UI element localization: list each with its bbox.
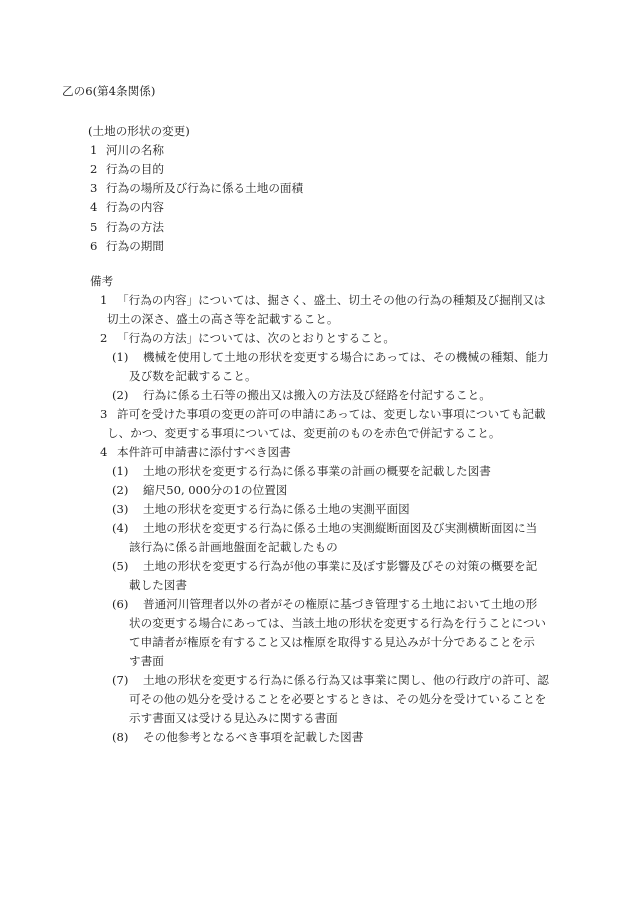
list-item <box>0 237 630 256</box>
item-number: 4 <box>90 200 98 215</box>
sub-item-number: (7) <box>112 672 129 687</box>
sub-item-continuation: 載した図書 <box>129 577 187 592</box>
sub-item-number: (1) <box>112 349 129 364</box>
section-block <box>0 122 630 256</box>
sub-item-text: 土地の形状を変更する行為に係る事業の計画の概要を記載した図書 <box>143 463 491 478</box>
item-number: 6 <box>90 238 98 253</box>
note-item <box>0 443 630 462</box>
list-item <box>0 218 630 237</box>
item-text: 行為の期間 <box>106 238 164 253</box>
sub-item-number: (4) <box>112 520 129 535</box>
sub-item <box>0 462 630 481</box>
sub-item-text: 土地の形状を変更する行為に係る土地の実測平面図 <box>143 501 410 516</box>
sub-item-number: (8) <box>112 729 129 744</box>
sub-item-text: 機械を使用して土地の形状を変更する場合にあっては、その機械の種類、能力 <box>143 349 549 364</box>
sub-item <box>0 519 630 538</box>
sub-item-text: その他参考となるべき事項を記載した図書 <box>143 729 364 744</box>
note-number: 2 <box>100 330 108 345</box>
note-item <box>0 329 630 348</box>
sub-item <box>0 386 630 405</box>
item-text: 河川の名称 <box>106 142 164 157</box>
note-number: 4 <box>100 444 108 459</box>
document-title: 乙の6(第4条関係) <box>62 84 156 98</box>
list-item <box>0 141 630 160</box>
sub-item-text: 縮尺50, 000分の1の位置図 <box>143 482 288 497</box>
sub-item-number: (1) <box>112 463 129 478</box>
note-text: 許可を受けた事項の変更の許可の申請にあっては、変更しない事項についても記載 <box>117 406 546 421</box>
sub-item-continuation: す書面 <box>129 653 164 668</box>
sub-item <box>0 500 630 519</box>
note-continuation: 切土の深さ、盛土の高さ等を記載すること。 <box>107 311 339 326</box>
note-text: 「行為の内容」については、掘さく、盛土、切土その他の行為の種類及び掘削又は <box>117 292 546 307</box>
list-item <box>0 179 630 198</box>
note-text: 本件許可申請書に添付すべき図書 <box>117 444 291 459</box>
sub-item-text: 土地の形状を変更する行為に係る行為又は事業に関し、他の行政庁の許可、認 <box>143 672 549 687</box>
list-item <box>0 198 630 217</box>
note-continuation: し、かつ、変更する事項については、変更前のものを赤色で併記すること。 <box>107 425 501 440</box>
sub-item-number: (3) <box>112 501 129 516</box>
item-text: 行為の方法 <box>106 219 164 234</box>
item-number: 3 <box>90 181 98 196</box>
item-number: 1 <box>90 142 98 157</box>
item-text: 行為の内容 <box>106 200 164 215</box>
sub-item-text: 土地の形状を変更する行為が他の事業に及ぼす影響及びその対策の概要を記 <box>143 558 538 573</box>
sub-item-text: 土地の形状を変更する行為に係る土地の実測縦断面図及び実測横断面図に当 <box>143 520 538 535</box>
sub-item <box>0 671 630 690</box>
list-item <box>0 160 630 179</box>
sub-item-continuation: 示す書面又は受ける見込みに関する書面 <box>129 710 338 725</box>
sub-item-text: 普通河川管理者以外の者がその権原に基づき管理する土地において土地の形 <box>143 596 538 611</box>
note-number: 1 <box>100 292 108 307</box>
sub-item-number: (2) <box>112 387 129 402</box>
sub-item <box>0 348 630 367</box>
sub-item-number: (2) <box>112 482 129 497</box>
sub-item <box>0 481 630 500</box>
note-item <box>0 405 630 424</box>
sub-item <box>0 595 630 614</box>
sub-item <box>0 728 630 747</box>
notes-block <box>0 272 630 747</box>
sub-item-continuation: 及び数を記載すること。 <box>129 368 257 383</box>
sub-item-continuation: て申請者が権原を有すること又は権原を取得する見込みが十分であることを示 <box>129 634 535 649</box>
notes-heading: 備考 <box>90 273 114 288</box>
sub-item-number: (5) <box>112 558 129 573</box>
sub-item-text: 行為に係る土石等の搬出又は搬入の方法及び経路を付記すること。 <box>143 387 491 402</box>
sub-item-continuation: 状の変更する場合にあっては、当該土地の形状を変更する行為を行うことについ <box>129 615 547 630</box>
sub-item-continuation: 可その他の処分を受けることを必要とするときは、その処分を受けていることを <box>129 691 547 706</box>
section-heading: (土地の形状の変更) <box>88 123 190 138</box>
note-item <box>0 291 630 310</box>
item-text: 行為の場所及び行為に係る土地の面積 <box>106 181 304 196</box>
sub-item <box>0 557 630 576</box>
item-text: 行為の目的 <box>106 161 164 176</box>
item-number: 2 <box>90 161 98 176</box>
sub-item-continuation: 該行為に係る計画地盤面を記載したもの <box>129 539 338 554</box>
item-number: 5 <box>90 219 98 234</box>
note-number: 3 <box>100 406 108 421</box>
sub-item-number: (6) <box>112 596 129 611</box>
note-text: 「行為の方法」については、次のとおりとすること。 <box>117 330 396 345</box>
